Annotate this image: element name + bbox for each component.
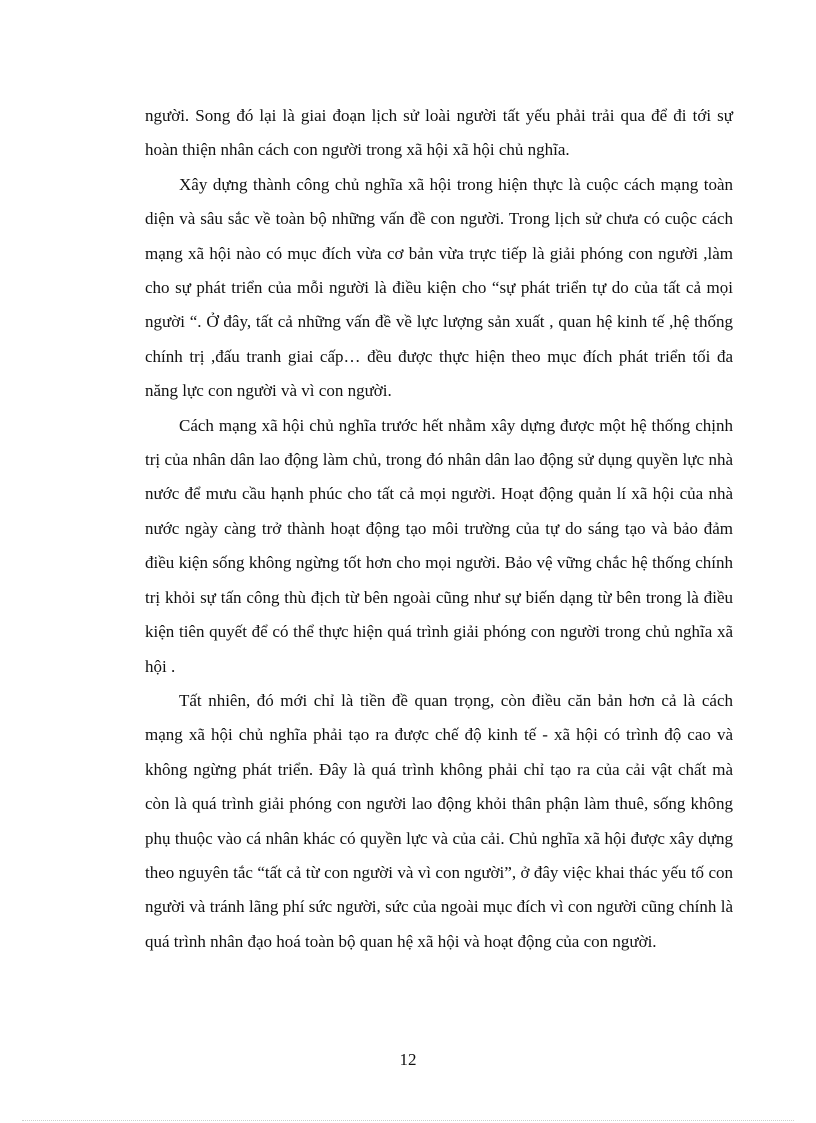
page-number: 12: [399, 1050, 417, 1069]
page-bottom-border: [22, 1120, 794, 1121]
document-body: [145, 99, 733, 959]
paragraph-continuation: người. Song đó lại là giai đoạn lịch sử loài người tất yếu phải trải qua để đi tới sự hoàn thiện nhân cách con người trong xã hội xã hội chủ nghĩa.: [145, 106, 733, 160]
paragraph-economic-regime: Tất nhiên, đó mới chỉ là tiền đề quan trọng, còn điều căn bản hơn cả là cách mạng xã hội chủ nghĩa phải tạo ra được chế độ kinh tế - xã hội có trình độ cao và không ngừng phát triển. Đây là quá trình không phải chỉ tạo ra của cải vật chất mà còn là quá trình giải phóng con người lao động khỏi thân phận làm thuê, sống không phụ thuộc vào cá nhân khác có quyền lực và của cải. Chủ nghĩa xã hội được xây dựng theo nguyên tắc “tất cả từ con người và vì con người”, ở đây việc khai thác yếu tố con người và tránh lãng phí sức người, sức của ngoài mục đích vì con người cũng chính là quá trình nhân đạo hoá toàn bộ quan hệ xã hội và hoạt động của con người.: [145, 690, 733, 951]
paragraph-political-system: Cách mạng xã hội chủ nghĩa trước hết nhằm xây dựng được một hệ thống chịnh trị của nhân dân lao động làm chủ, trong đó nhân dân lao động sử dụng quyền lực nhà nước để mưu cầu hạnh phúc cho tất cả mọi người. Hoạt động quản lí xã hội của nhà nước ngày càng trở thành hoạt động tạo môi trường của tự do sáng tạo và bảo đảm điều kiện sống không ngừng tốt hơn cho mọi người. Bảo vệ vững chắc hệ thống chính trị khỏi sự tấn công thù địch từ bên ngoài cũng như sự biến dạng từ bên trong là điều kiện tiên quyết để có thể thực hiện quá trình giải phóng con người trong chủ nghĩa xã hội .: [145, 415, 733, 676]
paragraph-socialist-revolution: Xây dựng thành công chủ nghĩa xã hội trong hiện thực là cuộc cách mạng toàn diện và sâu sắc về toàn bộ những vấn đề con người. Trong lịch sử chưa có cuộc cách mạng xã hội nào có mục đích vừa cơ bản vừa trực tiếp là giải phóng con người ,làm cho sự phát triển của mỗi người là điều kiện cho “sự phát triển tự do của tất cả mọi người “. Ở đây, tất cả những vấn đề về lực lượng sản xuất , quan hệ kinh tế ,hệ thống chính trị ,đấu tranh giai cấp… đều được thực hiện theo mục đích phát triển tối đa năng lực con người và vì con người.: [145, 174, 733, 401]
